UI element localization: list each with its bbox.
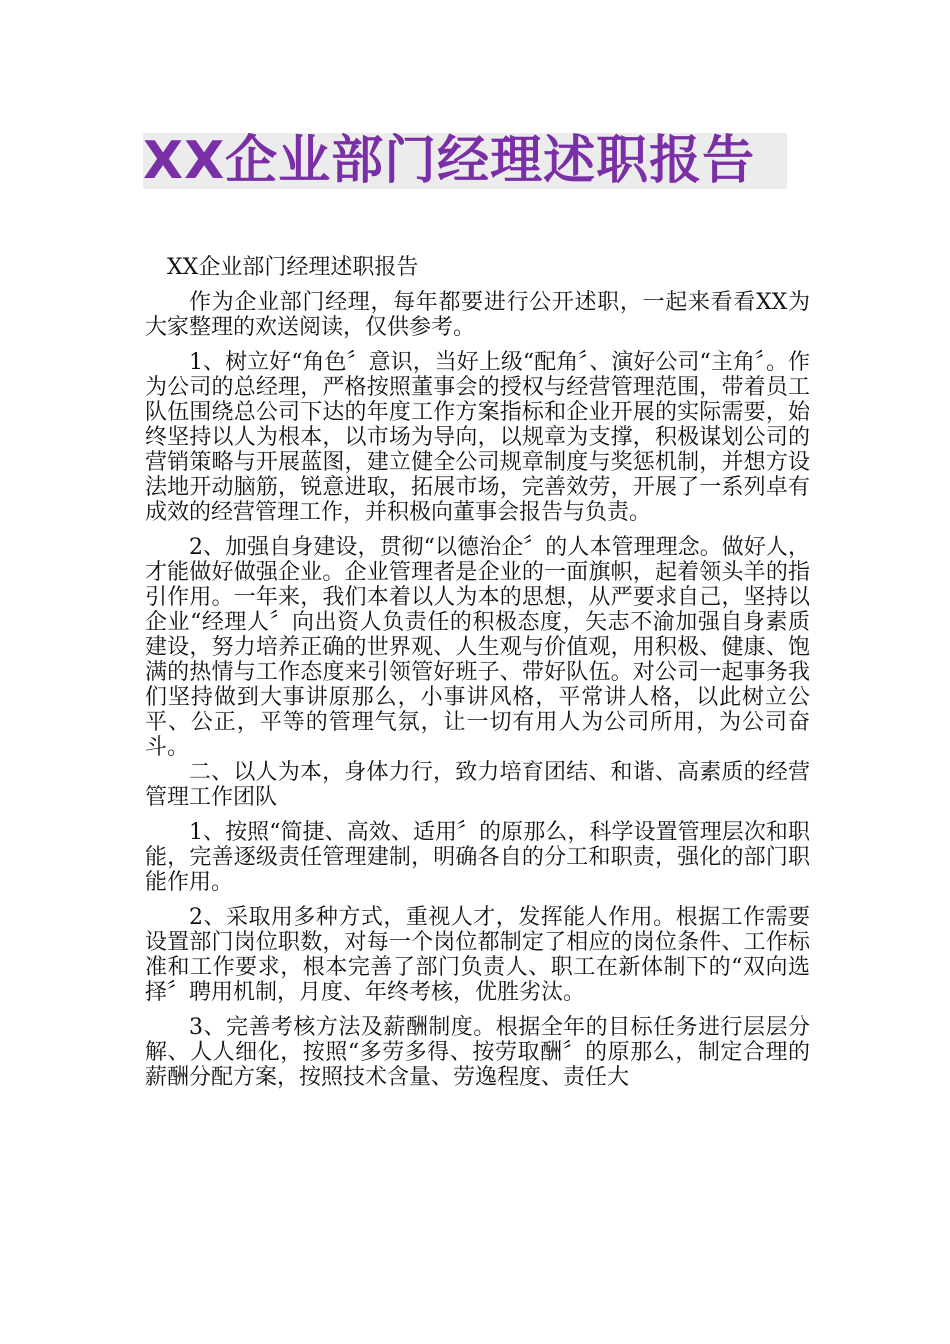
page-title: XX企业部门经理述职报告 [143, 133, 756, 189]
paragraph-subtitle: XX企业部门经理述职报告 [167, 255, 419, 280]
paragraph-item-1: 1、树立好“角色〞意识，当好上级“配角〞、演好公司“主角〞。作为公司的总经理，严格按照董事会的授权与经营管理范围，带着员工队伍围绕总公司下达的年度工作方案指标和企业开展的实际需要，始终坚持以人为根本，以市场为导向，以规章为支撑，积极谋划公司的营销策略与开展蓝图，建立健全公司规章制度与奖惩机制，并想方设法地开动脑筋，锐意进取，拓展市场，完善效劳，开展了一系列卓有成效的经营管理工作，并积极向董事会报告与负责。 [145, 350, 810, 525]
paragraph-section-2-item-1: 1、按照“简捷、高效、适用〞的原那么，科学设置管理层次和职能，完善逐级责任管理建制，明确各自的分工和职责，强化的部门职能作用。 [145, 820, 810, 895]
paragraph-section-2: 二、以人为本，身体力行，致力培育团结、和谐、高素质的经营管理工作团队 [145, 760, 810, 810]
title-highlight [143, 133, 787, 189]
paragraph-section-2-item-2: 2、采取用多种方式，重视人才，发挥能人作用。根据工作需要设置部门岗位职数，对每一个岗位都制定了相应的岗位条件、工作标准和工作要求，根本完善了部门负责人、职工在新体制下的“双向选择〞聘用机制，月度、年终考核，优胜劣汰。 [145, 905, 810, 1005]
paragraph-intro: 作为企业部门经理，每年都要进行公开述职，一起来看看XX为大家整理的欢送阅读，仅供参考。 [145, 290, 810, 340]
document-body [145, 255, 810, 1100]
paragraph-item-2: 2、加强自身建设，贯彻“以德治企〞的人本管理理念。做好人，才能做好做强企业。企业管理者是企业的一面旗帜，起着领头羊的指引作用。一年来，我们本着以人为本的思想，从严要求自己，坚持以企业“经理人〞向出资人负责任的积极态度，矢志不渝加强自身素质建设，努力培养正确的世界观、人生观与价值观，用积极、健康、饱满的热情与工作态度来引领管好班子、带好队伍。对公司一起事务我们坚持做到大事讲原那么，小事讲风格，平常讲人格，以此树立公平、公正，平等的管理气氛，让一切有用人为公司所用，为公司奋斗。 [145, 535, 810, 760]
paragraph-section-2-item-3: 3、完善考核方法及薪酬制度。根据全年的目标任务进行层层分解、人人细化，按照“多劳多得、按劳取酬〞的原那么，制定合理的薪酬分配方案，按照技术含量、劳逸程度、责任大 [145, 1015, 810, 1090]
